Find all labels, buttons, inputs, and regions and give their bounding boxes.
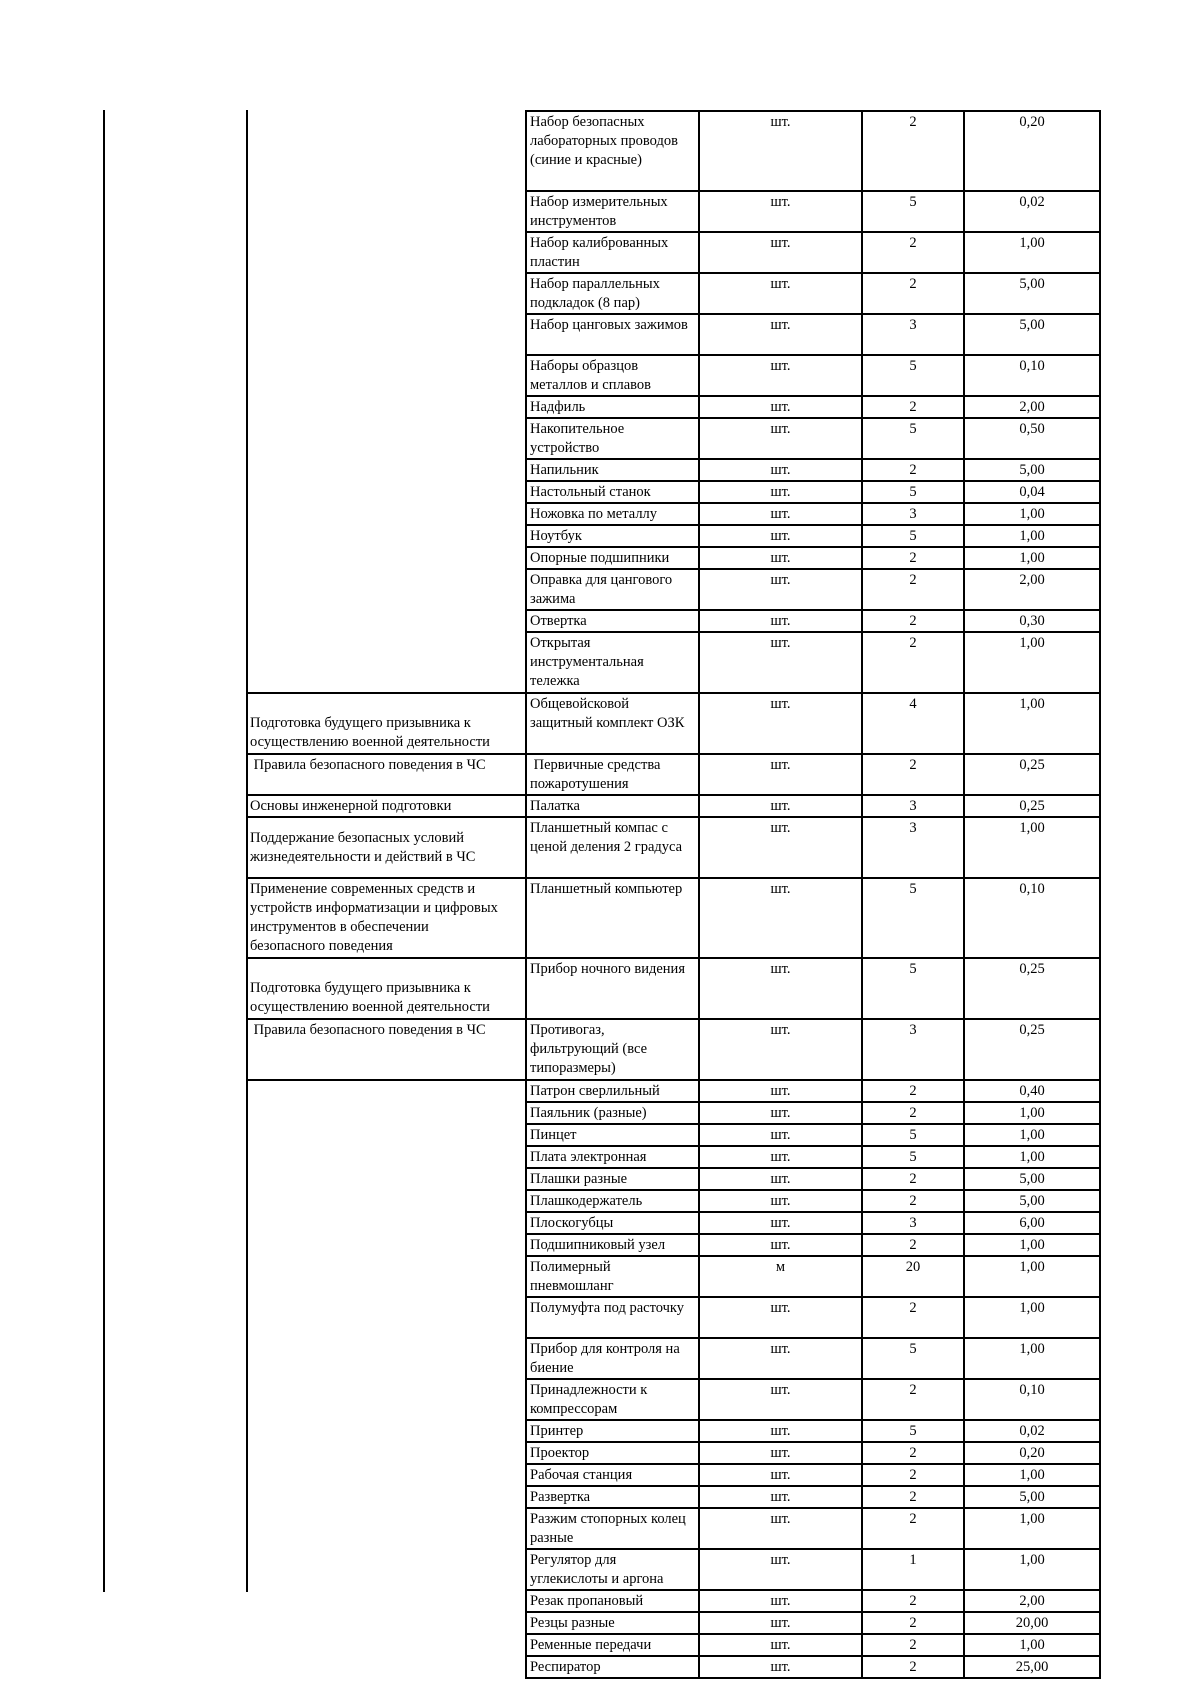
quantity-cell: 2 bbox=[862, 1612, 964, 1634]
item-name-cell: Принтер bbox=[526, 1420, 699, 1442]
rate-cell: 1,00 bbox=[964, 1102, 1100, 1124]
rate-cell: 1,00 bbox=[964, 232, 1100, 273]
rate-cell: 0,40 bbox=[964, 1080, 1100, 1102]
section-cell: Правила безопасного поведения в ЧС bbox=[247, 1019, 526, 1080]
section-cell bbox=[247, 1080, 526, 1678]
item-name-cell: Оправка для цангового зажима bbox=[526, 569, 699, 610]
item-name-cell: Полумуфта под расточку bbox=[526, 1297, 699, 1338]
quantity-cell: 2 bbox=[862, 754, 964, 795]
rate-cell: 1,00 bbox=[964, 503, 1100, 525]
quantity-cell: 5 bbox=[862, 481, 964, 503]
unit-cell: шт. bbox=[699, 754, 862, 795]
unit-cell: шт. bbox=[699, 1080, 862, 1102]
rate-cell: 5,00 bbox=[964, 1168, 1100, 1190]
quantity-cell: 5 bbox=[862, 525, 964, 547]
item-name-cell: Паяльник (разные) bbox=[526, 1102, 699, 1124]
rate-cell: 1,00 bbox=[964, 1549, 1100, 1590]
table-row bbox=[247, 795, 1100, 817]
rate-cell: 0,25 bbox=[964, 958, 1100, 1019]
quantity-cell: 2 bbox=[862, 111, 964, 191]
table-row bbox=[247, 111, 1100, 191]
section-cell: Правила безопасного поведения в ЧС bbox=[247, 754, 526, 795]
quantity-cell: 5 bbox=[862, 1338, 964, 1379]
item-name-cell: Принадлежности к компрессорам bbox=[526, 1379, 699, 1420]
unit-cell: шт. bbox=[699, 1634, 862, 1656]
rate-cell: 1,00 bbox=[964, 1256, 1100, 1297]
table-row bbox=[247, 958, 1100, 1019]
rate-cell: 2,00 bbox=[964, 569, 1100, 610]
quantity-cell: 2 bbox=[862, 1656, 964, 1678]
quantity-cell: 2 bbox=[862, 610, 964, 632]
left-margin-rule bbox=[103, 110, 105, 1592]
item-name-cell: Настольный станок bbox=[526, 481, 699, 503]
item-name-cell: Наборы образцов металлов и сплавов bbox=[526, 355, 699, 396]
unit-cell: шт. bbox=[699, 232, 862, 273]
unit-cell: шт. bbox=[699, 693, 862, 754]
quantity-cell: 3 bbox=[862, 503, 964, 525]
section-cell bbox=[247, 111, 526, 693]
item-name-cell: Регулятор для углекислоты и аргона bbox=[526, 1549, 699, 1590]
unit-cell: шт. bbox=[699, 503, 862, 525]
rate-cell: 25,00 bbox=[964, 1656, 1100, 1678]
item-name-cell: Плоскогубцы bbox=[526, 1212, 699, 1234]
unit-cell: шт. bbox=[699, 1508, 862, 1549]
item-name-cell: Отвертка bbox=[526, 610, 699, 632]
quantity-cell: 2 bbox=[862, 1102, 964, 1124]
quantity-cell: 3 bbox=[862, 817, 964, 878]
section-cell: Поддержание безопасных условий жизнедеятельности и действий в ЧС bbox=[247, 817, 526, 878]
quantity-cell: 2 bbox=[862, 569, 964, 610]
unit-cell: шт. bbox=[699, 1124, 862, 1146]
item-name-cell: Накопительное устройство bbox=[526, 418, 699, 459]
rate-cell: 2,00 bbox=[964, 1590, 1100, 1612]
unit-cell: шт. bbox=[699, 1464, 862, 1486]
quantity-cell: 2 bbox=[862, 1234, 964, 1256]
quantity-cell: 5 bbox=[862, 418, 964, 459]
unit-cell: шт. bbox=[699, 191, 862, 232]
rate-cell: 0,25 bbox=[964, 1019, 1100, 1080]
rate-cell: 0,10 bbox=[964, 1379, 1100, 1420]
unit-cell: шт. bbox=[699, 1549, 862, 1590]
quantity-cell: 5 bbox=[862, 1420, 964, 1442]
rate-cell: 0,10 bbox=[964, 355, 1100, 396]
item-name-cell: Противогаз, фильтрующий (все типоразмеры) bbox=[526, 1019, 699, 1080]
unit-cell: шт. bbox=[699, 547, 862, 569]
quantity-cell: 2 bbox=[862, 1379, 964, 1420]
item-name-cell: Палатка bbox=[526, 795, 699, 817]
unit-cell: шт. bbox=[699, 396, 862, 418]
unit-cell: шт. bbox=[699, 1486, 862, 1508]
item-name-cell: Подшипниковый узел bbox=[526, 1234, 699, 1256]
section-cell: Подготовка будущего призывника к осуществлению военной деятельности bbox=[247, 693, 526, 754]
quantity-cell: 5 bbox=[862, 958, 964, 1019]
equipment-table bbox=[247, 110, 1101, 1679]
item-name-cell: Набор цанговых зажимов bbox=[526, 314, 699, 355]
unit-cell: шт. bbox=[699, 1656, 862, 1678]
quantity-cell: 2 bbox=[862, 547, 964, 569]
quantity-cell: 2 bbox=[862, 632, 964, 693]
unit-cell: шт. bbox=[699, 481, 862, 503]
quantity-cell: 3 bbox=[862, 314, 964, 355]
quantity-cell: 2 bbox=[862, 1590, 964, 1612]
item-name-cell: Респиратор bbox=[526, 1656, 699, 1678]
unit-cell: шт. bbox=[699, 1234, 862, 1256]
section-cell: Подготовка будущего призывника к осуществлению военной деятельности bbox=[247, 958, 526, 1019]
rate-cell: 2,00 bbox=[964, 396, 1100, 418]
item-name-cell: Разжим стопорных колец разные bbox=[526, 1508, 699, 1549]
unit-cell: шт. bbox=[699, 111, 862, 191]
quantity-cell: 3 bbox=[862, 1019, 964, 1080]
item-name-cell: Ноутбук bbox=[526, 525, 699, 547]
item-name-cell: Планшетный компьютер bbox=[526, 878, 699, 958]
quantity-cell: 4 bbox=[862, 693, 964, 754]
rate-cell: 5,00 bbox=[964, 273, 1100, 314]
quantity-cell: 2 bbox=[862, 1634, 964, 1656]
table-row bbox=[247, 1080, 1100, 1102]
unit-cell: шт. bbox=[699, 1442, 862, 1464]
quantity-cell: 5 bbox=[862, 1124, 964, 1146]
table-row bbox=[247, 693, 1100, 754]
quantity-cell: 2 bbox=[862, 1080, 964, 1102]
rate-cell: 5,00 bbox=[964, 1486, 1100, 1508]
rate-cell: 1,00 bbox=[964, 1297, 1100, 1338]
quantity-cell: 2 bbox=[862, 1486, 964, 1508]
item-name-cell: Развертка bbox=[526, 1486, 699, 1508]
rate-cell: 0,20 bbox=[964, 1442, 1100, 1464]
quantity-cell: 5 bbox=[862, 878, 964, 958]
item-name-cell: Плашки разные bbox=[526, 1168, 699, 1190]
unit-cell: шт. bbox=[699, 632, 862, 693]
quantity-cell: 2 bbox=[862, 459, 964, 481]
rate-cell: 20,00 bbox=[964, 1612, 1100, 1634]
item-name-cell: Опорные подшипники bbox=[526, 547, 699, 569]
item-name-cell: Первичные средства пожаротушения bbox=[526, 754, 699, 795]
rate-cell: 0,20 bbox=[964, 111, 1100, 191]
item-name-cell: Плашкодержатель bbox=[526, 1190, 699, 1212]
rate-cell: 1,00 bbox=[964, 1338, 1100, 1379]
rate-cell: 0,30 bbox=[964, 610, 1100, 632]
table-row bbox=[247, 878, 1100, 958]
rate-cell: 1,00 bbox=[964, 547, 1100, 569]
item-name-cell: Полимерный пневмошланг bbox=[526, 1256, 699, 1297]
rate-cell: 0,02 bbox=[964, 191, 1100, 232]
section-cell: Применение современных средств и устройств информатизации и цифровых инструментов в обеспечении безопасного поведения bbox=[247, 878, 526, 958]
unit-cell: шт. bbox=[699, 817, 862, 878]
item-name-cell: Общевойсковой защитный комплект ОЗК bbox=[526, 693, 699, 754]
unit-cell: шт. bbox=[699, 1102, 862, 1124]
rate-cell: 1,00 bbox=[964, 632, 1100, 693]
rate-cell: 0,50 bbox=[964, 418, 1100, 459]
unit-cell: шт. bbox=[699, 273, 862, 314]
quantity-cell: 2 bbox=[862, 273, 964, 314]
unit-cell: шт. bbox=[699, 958, 862, 1019]
item-name-cell: Рабочая станция bbox=[526, 1464, 699, 1486]
item-name-cell: Набор калиброванных пластин bbox=[526, 232, 699, 273]
unit-cell: шт. bbox=[699, 314, 862, 355]
rate-cell: 1,00 bbox=[964, 1124, 1100, 1146]
rate-cell: 5,00 bbox=[964, 314, 1100, 355]
quantity-cell: 2 bbox=[862, 1297, 964, 1338]
quantity-cell: 20 bbox=[862, 1256, 964, 1297]
unit-cell: шт. bbox=[699, 1590, 862, 1612]
item-name-cell: Ножовка по металлу bbox=[526, 503, 699, 525]
quantity-cell: 2 bbox=[862, 1508, 964, 1549]
quantity-cell: 5 bbox=[862, 355, 964, 396]
item-name-cell: Набор измерительных инструментов bbox=[526, 191, 699, 232]
quantity-cell: 5 bbox=[862, 1146, 964, 1168]
rate-cell: 6,00 bbox=[964, 1212, 1100, 1234]
unit-cell: шт. bbox=[699, 1297, 862, 1338]
item-name-cell: Прибор для контроля на биение bbox=[526, 1338, 699, 1379]
item-name-cell: Пинцет bbox=[526, 1124, 699, 1146]
rate-cell: 1,00 bbox=[964, 1634, 1100, 1656]
unit-cell: шт. bbox=[699, 355, 862, 396]
rate-cell: 1,00 bbox=[964, 693, 1100, 754]
unit-cell: шт. bbox=[699, 610, 862, 632]
item-name-cell: Планшетный компас с ценой деления 2 градуса bbox=[526, 817, 699, 878]
unit-cell: шт. bbox=[699, 525, 862, 547]
rate-cell: 0,04 bbox=[964, 481, 1100, 503]
unit-cell: шт. bbox=[699, 1612, 862, 1634]
item-name-cell: Открытая инструментальная тележка bbox=[526, 632, 699, 693]
table-row bbox=[247, 1019, 1100, 1080]
item-name-cell: Напильник bbox=[526, 459, 699, 481]
rate-cell: 0,10 bbox=[964, 878, 1100, 958]
quantity-cell: 2 bbox=[862, 1168, 964, 1190]
unit-cell: шт. bbox=[699, 795, 862, 817]
rate-cell: 1,00 bbox=[964, 1146, 1100, 1168]
unit-cell: шт. bbox=[699, 1338, 862, 1379]
item-name-cell: Прибор ночного видения bbox=[526, 958, 699, 1019]
unit-cell: шт. bbox=[699, 1168, 862, 1190]
quantity-cell: 5 bbox=[862, 191, 964, 232]
rate-cell: 0,02 bbox=[964, 1420, 1100, 1442]
unit-cell: шт. bbox=[699, 1190, 862, 1212]
item-name-cell: Плата электронная bbox=[526, 1146, 699, 1168]
unit-cell: шт. bbox=[699, 1420, 862, 1442]
unit-cell: м bbox=[699, 1256, 862, 1297]
item-name-cell: Набор параллельных подкладок (8 пар) bbox=[526, 273, 699, 314]
rate-cell: 1,00 bbox=[964, 1508, 1100, 1549]
rate-cell: 1,00 bbox=[964, 1234, 1100, 1256]
item-name-cell: Патрон сверлильный bbox=[526, 1080, 699, 1102]
unit-cell: шт. bbox=[699, 1019, 862, 1080]
quantity-cell: 3 bbox=[862, 1212, 964, 1234]
quantity-cell: 2 bbox=[862, 1464, 964, 1486]
unit-cell: шт. bbox=[699, 1379, 862, 1420]
item-name-cell: Проектор bbox=[526, 1442, 699, 1464]
rate-cell: 1,00 bbox=[964, 1464, 1100, 1486]
unit-cell: шт. bbox=[699, 1146, 862, 1168]
rate-cell: 5,00 bbox=[964, 459, 1100, 481]
quantity-cell: 2 bbox=[862, 1190, 964, 1212]
table-row bbox=[247, 754, 1100, 795]
item-name-cell: Резак пропановый bbox=[526, 1590, 699, 1612]
quantity-cell: 2 bbox=[862, 396, 964, 418]
rate-cell: 5,00 bbox=[964, 1190, 1100, 1212]
quantity-cell: 1 bbox=[862, 1549, 964, 1590]
item-name-cell: Надфиль bbox=[526, 396, 699, 418]
rate-cell: 0,25 bbox=[964, 795, 1100, 817]
unit-cell: шт. bbox=[699, 1212, 862, 1234]
rate-cell: 1,00 bbox=[964, 817, 1100, 878]
unit-cell: шт. bbox=[699, 459, 862, 481]
quantity-cell: 2 bbox=[862, 1442, 964, 1464]
unit-cell: шт. bbox=[699, 418, 862, 459]
quantity-cell: 2 bbox=[862, 232, 964, 273]
section-cell: Основы инженерной подготовки bbox=[247, 795, 526, 817]
rate-cell: 1,00 bbox=[964, 525, 1100, 547]
rate-cell: 0,25 bbox=[964, 754, 1100, 795]
quantity-cell: 3 bbox=[862, 795, 964, 817]
item-name-cell: Набор безопасных лабораторных проводов (синие и красные) bbox=[526, 111, 699, 191]
item-name-cell: Ременные передачи bbox=[526, 1634, 699, 1656]
table-row bbox=[247, 817, 1100, 878]
unit-cell: шт. bbox=[699, 878, 862, 958]
unit-cell: шт. bbox=[699, 569, 862, 610]
item-name-cell: Резцы разные bbox=[526, 1612, 699, 1634]
